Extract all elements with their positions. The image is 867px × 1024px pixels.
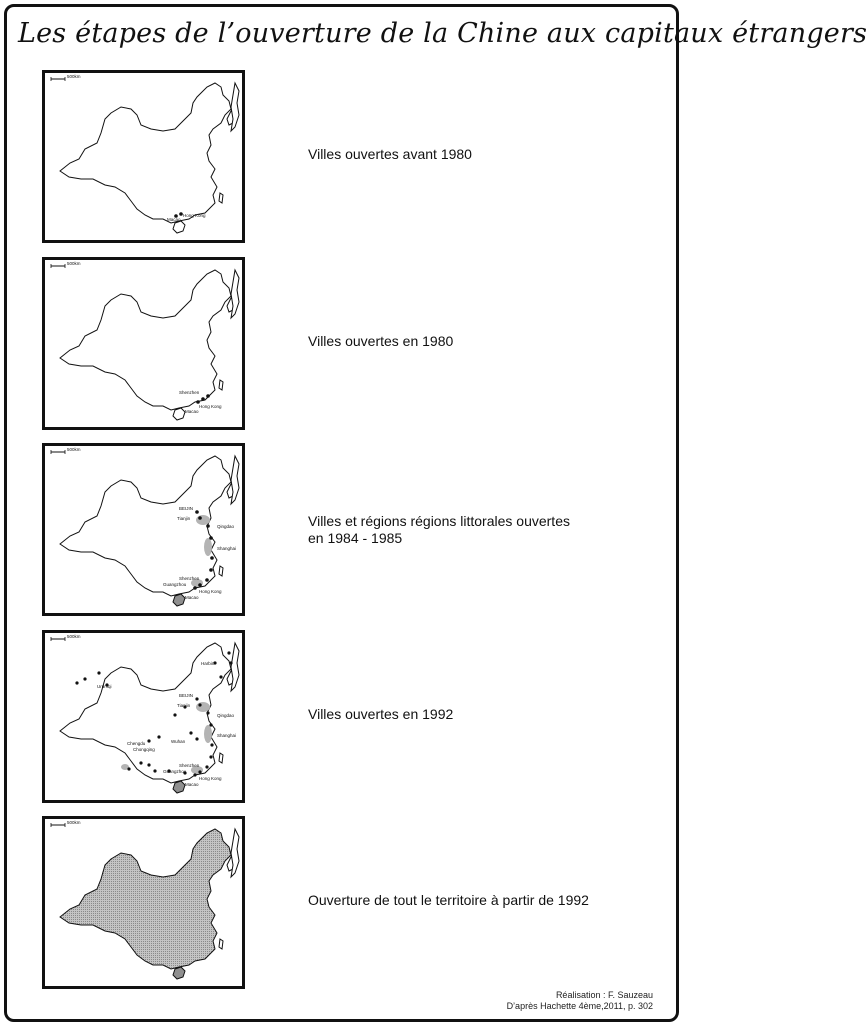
city-marker (201, 397, 205, 401)
map-before-1980 (42, 70, 245, 243)
city-label: Tianjin (177, 516, 191, 521)
coastal-region (204, 538, 212, 556)
coastal-region (196, 515, 210, 525)
city-label: Macao (185, 782, 199, 787)
map-scale-label: 500km (67, 634, 81, 639)
coastal-region (204, 725, 212, 743)
step-caption-line2: en 1984 - 1985 (308, 530, 403, 546)
city-label: Chengdu (127, 741, 146, 746)
city-label: BEIJIN (179, 693, 194, 698)
city-marker (206, 394, 210, 398)
map-1980 (42, 257, 245, 430)
city-marker (209, 568, 213, 572)
step-caption: Villes ouvertes en 1992 (308, 706, 454, 722)
city-label: Qingdao (217, 713, 235, 718)
map-scale-label: 500km (67, 74, 81, 79)
credits-source: D’après Hachette 4ème,2011, p. 302 (506, 1001, 653, 1011)
step-before-1980 (42, 70, 642, 242)
step-caption: Villes ouvertes en 1980 (308, 333, 454, 349)
step-caption-line1: Villes et régions régions littorales ouvertes (308, 513, 570, 529)
city-marker (198, 516, 202, 520)
city-label: Macao (185, 595, 199, 600)
city-marker (195, 510, 199, 514)
city-label: Macao (185, 409, 199, 414)
step-caption: Ouverture de tout le territoire à partir de 1992 (308, 892, 589, 908)
city-label: Hong Kong (199, 404, 222, 409)
city-label: Shanghai (217, 733, 237, 738)
page-title: Les étapes de l’ouverture de la Chine aux capitaux étrangers (18, 18, 867, 49)
city-label: Hong Kong (199, 776, 222, 781)
city-label: Harbin (201, 661, 215, 666)
city-marker (205, 578, 209, 582)
city-label: BEIJIN (179, 506, 194, 511)
step-caption (308, 513, 638, 547)
city-label: Urumqi (97, 684, 112, 689)
city-marker (193, 586, 197, 590)
step-1992 (42, 630, 642, 802)
step-whole-territory (42, 816, 642, 988)
city-label: Tianjin (177, 703, 191, 708)
step-1980 (42, 257, 642, 429)
city-label: Shenzhen (179, 763, 200, 768)
city-label: Chongqing (133, 747, 155, 752)
city-label: Shenzhen (179, 390, 200, 395)
city-marker (210, 556, 214, 560)
map-scale-label: 500km (67, 261, 81, 266)
city-label: Hong Kong (199, 589, 222, 594)
city-marker (198, 583, 202, 587)
map-1984-1985 (42, 443, 245, 616)
credits (507, 990, 653, 1012)
city-label: Shanghai (217, 546, 237, 551)
city-label: Wuhan (171, 739, 186, 744)
city-label: Macao (167, 217, 181, 222)
step-1984-1985 (42, 443, 642, 615)
city-label: Guangzhou (163, 769, 187, 774)
map-scale-label: 500km (67, 447, 81, 452)
city-label: Guangzhou (163, 582, 187, 587)
map-1992 (42, 630, 245, 803)
city-label: Qingdao (217, 524, 235, 529)
city-label: Shenzhen (179, 576, 200, 581)
city-label: Hong Kong (183, 213, 206, 218)
step-caption: Villes ouvertes avant 1980 (308, 146, 472, 162)
map-scale-label: 500km (67, 820, 81, 825)
city-marker (209, 536, 213, 540)
map-whole-territory (42, 816, 245, 989)
coastal-region (196, 702, 210, 712)
credits-author: Réalisation : F. Sauzeau (555, 990, 653, 1000)
city-marker (206, 524, 210, 528)
